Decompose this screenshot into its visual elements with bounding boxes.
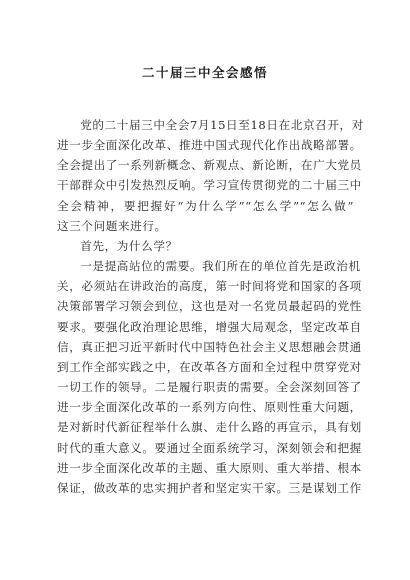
text-line: 全会提出了一系列新概念、新观点、新论断，在广大党员 <box>57 158 362 173</box>
document-title: 二十届三中全会感悟 <box>141 65 268 80</box>
text-line: 要求。要强化政治理论思维，增强大局观念，坚定改革自 <box>57 319 362 334</box>
text-line: 首先，为什么学？ <box>80 238 178 253</box>
text-line: 决策部署学习领会到位，这也是对一名党员最起码的党性 <box>57 299 362 314</box>
text-line: 党的二十届三中全会7月15日至18日在北京召开，对 <box>80 118 364 132</box>
paragraph-2 <box>57 236 354 256</box>
text-line: 是对新时代新征程举什么旗、走什么路的再宣示，具有划 <box>57 420 362 435</box>
text-line: 保证，做改革的忠实拥护者和坚定实干家。三是谋划工作 <box>57 480 362 495</box>
paragraph-3 <box>57 256 362 498</box>
text-line: 进一步全面深化改革、推进中国式现代化作出战略部署。 <box>57 138 362 153</box>
document-body <box>57 115 364 498</box>
text-line: 时代的重大意义。要通过全面系统学习，深刻领会和把握 <box>57 440 362 455</box>
text-line: 一切工作的领导。二是履行职责的需要。全会深刻回答了 <box>57 380 362 395</box>
text-line: 关，必须站在讲政治的高度，第一时间将党和国家的各项 <box>57 279 362 294</box>
paragraph-1 <box>57 115 364 236</box>
text-line: 干部群众中引发热烈反响。学习宣传贯彻党的二十届三中 <box>57 178 362 193</box>
text-line: 到工作全部实践之中，在改革各方面和全过程中贯穿党对 <box>57 359 362 374</box>
text-line: 全会精神，要把握好“为什么学”“怎么学”“怎么做” <box>57 198 354 213</box>
text-line: 信，真正把习近平新时代中国特色社会主义思想融会贯通 <box>57 339 362 354</box>
text-line: 一是提高站位的需要。我们所在的单位首先是政治机 <box>80 259 361 274</box>
text-line: 这三个问题来进行。 <box>57 218 167 233</box>
text-line: 进一步全面深化改革的主题、重大原则、重大举措、根本 <box>57 460 362 475</box>
text-line: 进一步全面深化改革的一系列方向性、原则性重大问题， <box>57 400 362 415</box>
